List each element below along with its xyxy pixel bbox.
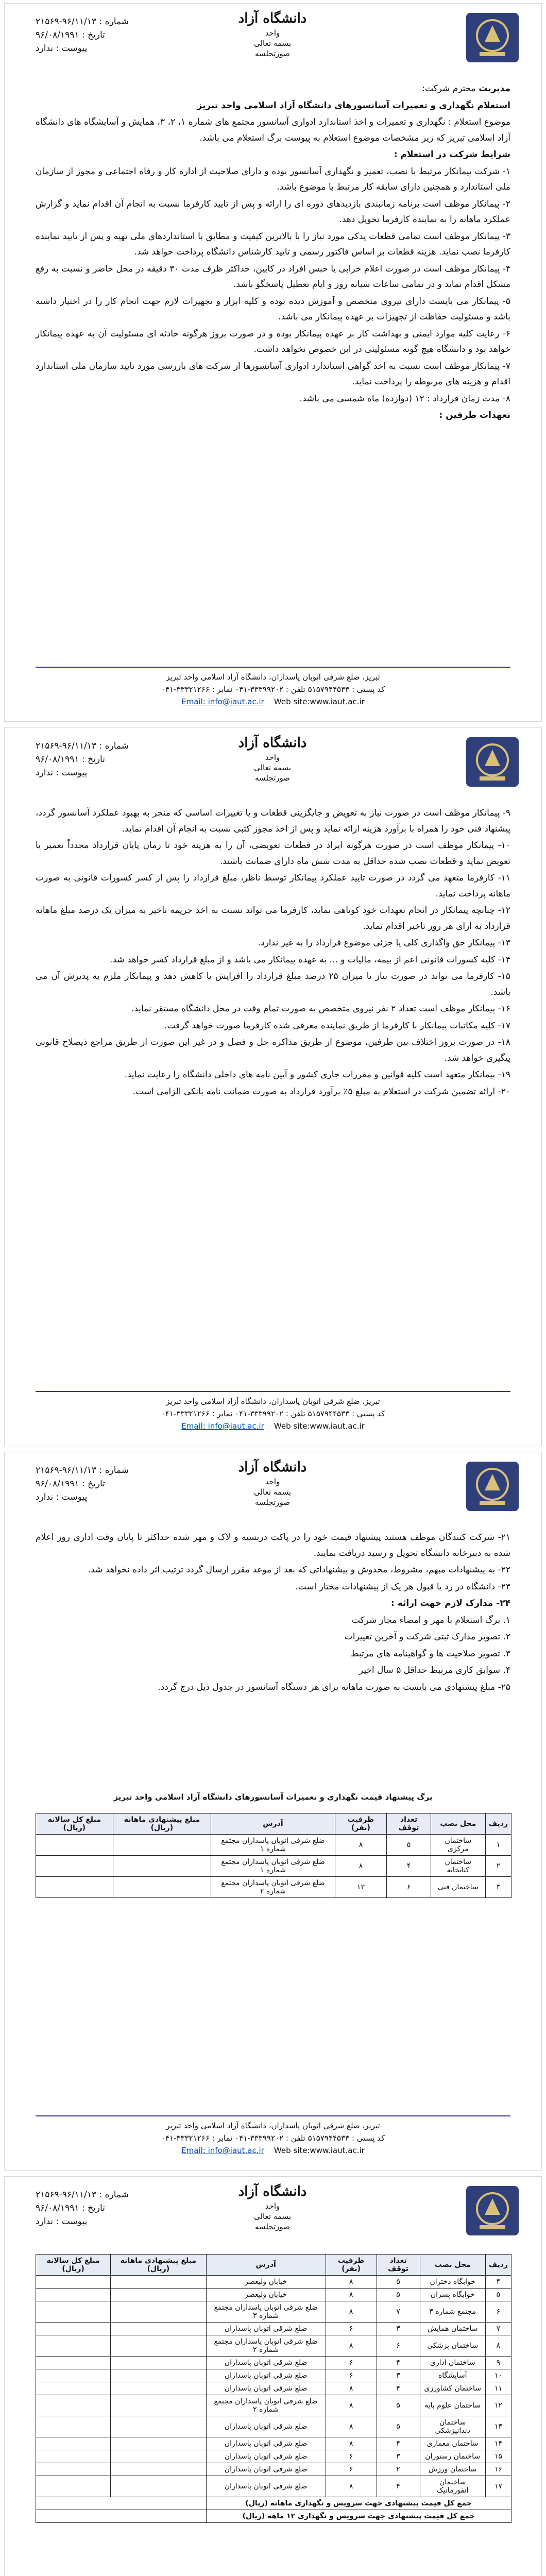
cell: [111, 2416, 206, 2437]
letter-body: [36, 81, 510, 425]
document-type: صورتجلسه: [255, 2222, 290, 2231]
letter-meta: شماره : ۹۶/۱۱/۱۳-۲۱۵۶۹ تاریخ : ۹۶/۰۸/۱۹۹۱ پیوست : ندارد: [36, 1465, 129, 1502]
cell: ضلع شرقی اتوبان پاسداران: [206, 2476, 326, 2497]
col-annual-price: مبلغ کل سالانه (ریال): [36, 2255, 111, 2276]
footer-contact: کد پستی : ۵۱۵۷۹۴۴۵۳۳ تلفن : ۳۳۳۹۹۲۰۲-۰۴۱ نمابر : ۳۳۳۲۱۲۶۶-۰۴۱: [161, 685, 385, 694]
cell: ۹: [485, 2357, 511, 2369]
cell: [111, 2476, 206, 2497]
cell: ضلع شرقی اتوبان پاسداران مجتمع شماره ۲: [211, 1877, 335, 1898]
cell: [36, 2357, 111, 2369]
letter-header: [5, 4, 541, 71]
cell: ۸: [326, 2437, 377, 2450]
letter-footer: [36, 2115, 510, 2157]
date-value: ۹۶/۰۸/۱۹۹۱: [36, 2203, 79, 2213]
footer-contact: کد پستی : ۵۱۵۷۹۴۴۵۳۳ تلفن : ۳۳۳۹۹۲۰۲-۰۴۱ نمابر : ۳۳۳۲۱۲۶۶-۰۴۱: [161, 1409, 385, 1418]
paragraph: ۳- پیمانکار موظف است تمامی قطعات یدکی مورد نیاز را با بالاترین کیفیت و مطابق با استانداردهای ملی تهیه و پس از تایید نماینده کارفرما نصب نماید. هزینه قطعات بر اساس فاکتور رسمی و تایید کارشناس دانشگاه پرداخت خواهد شد.: [36, 231, 510, 257]
letter-body: [36, 1530, 510, 1696]
cell: ۸: [326, 2395, 377, 2416]
cell: [111, 2437, 206, 2450]
cell: مجتمع شماره ۳: [420, 2301, 485, 2323]
cell: [111, 2463, 206, 2476]
university-name: دانشگاه آزاد: [238, 735, 307, 751]
letter-body: [36, 805, 510, 1100]
table-row: [36, 2323, 511, 2335]
university-name: دانشگاه آزاد: [238, 2184, 307, 2199]
unit-name: واحد: [265, 753, 280, 762]
footer-website[interactable]: Web site:www.iaut.ac.ir: [274, 697, 365, 706]
cell: خوابگاه پسران: [420, 2289, 485, 2301]
university-emblem-icon: [464, 11, 521, 64]
cell: ضلع شرقی اتوبان پاسداران: [206, 2382, 326, 2395]
footer-website[interactable]: Web site:www.iaut.ac.ir: [274, 2146, 365, 2155]
cell: [36, 2395, 111, 2416]
cell: ضلع شرقی اتوبان پاسداران: [206, 2323, 326, 2335]
cell: ۵: [377, 2289, 420, 2301]
sum-annual-value: [36, 2510, 207, 2523]
table-sum-row: [36, 2510, 511, 2523]
cell: ۸: [326, 2276, 377, 2289]
paragraph: ۱۵- کارفرما می تواند در صورت نیاز تا میزان ۲۵ درصد مبلغ قرارداد را افزایش یا کاهش دهد و پیمانکار ملزم به پذیرش آن می باشد.: [36, 971, 510, 997]
sum-annual-label: جمع کل قیمت پیشنهادی جهت سرویس و نگهداری ۱۲ ماهه (ریال): [206, 2510, 511, 2523]
cell: ۱۶: [485, 2463, 511, 2476]
list-item: ۴. سوابق کاری مرتبط حداقل ۵ سال اخیر: [359, 1665, 510, 1675]
cell: ضلع شرقی اتوبان پاسداران: [206, 2416, 326, 2437]
cell: ۸: [326, 2476, 377, 2497]
document-type: صورتجلسه: [255, 1498, 290, 1507]
list-item: ۱. برگ استعلام با مهر و امضاء مجاز شرکت: [351, 1615, 510, 1625]
cell: [111, 2382, 206, 2395]
cell: ۱۳: [335, 1877, 386, 1898]
cell: ۵: [377, 2416, 420, 2437]
date-value: ۹۶/۰۸/۱۹۹۱: [36, 30, 79, 40]
cell: ۵: [377, 2276, 420, 2289]
cell: ساختمان مرکزی: [431, 1835, 485, 1856]
cell: ضلع شرقی اتوبان پاسداران: [206, 2357, 326, 2369]
cell: [111, 2276, 206, 2289]
cell: [36, 2463, 111, 2476]
paragraph: ۴- پیمانکار موظف است در صورت اعلام خرابی یا حبس افراد در کابین، حداکثر ظرف مدت ۳۰ دقیقه در محل حاضر و نسبت به رفع مشکل اقدام نماید و در تمامی ساعات شبانه روز و ایام تعطیل پاسخگو باشد.: [36, 263, 510, 290]
university-emblem-icon: [464, 2184, 521, 2238]
cell: خوابگاه دختران: [420, 2276, 485, 2289]
letter-title: استعلام نگهداری و تعمیرات آسانسورهای دانشگاه آزاد اسلامی واحد تبریز: [197, 100, 510, 111]
cell: [111, 2301, 206, 2323]
cell: [113, 1856, 211, 1877]
paragraph: ۲۲- به پیشنهادات مبهم، مشروط، مخدوش و پیشنهاداتی که بعد از موعد مقرر ارسال گردد ترتیب اثر داده نخواهد شد.: [88, 1565, 510, 1575]
footer-divider: [36, 667, 510, 668]
cell: آسایشگاه: [420, 2369, 485, 2382]
letter-header: [5, 2177, 541, 2244]
university-name: دانشگاه آزاد: [238, 11, 307, 26]
date-value: ۹۶/۰۸/۱۹۹۱: [36, 754, 79, 765]
table-header-row: [36, 2255, 511, 2276]
letter-page-3: [4, 1452, 542, 2171]
footer-address: تبریز، ضلع شرقی اتوبان پاسداران، دانشگاه آزاد اسلامی واحد تبریز: [166, 672, 380, 682]
cell: ۴: [377, 2357, 420, 2369]
paragraph: ۱۳- پیمانکار حق واگذاری کلی یا جزئی موضوع قرارداد را به غیر ندارد.: [258, 938, 510, 948]
paragraph: ۱۴- کلیه کسورات قانونی اعم از بیمه، مالیات و ... به عهده پیمانکار می باشد و از مبلغ قرارداد کسر خواهد شد.: [109, 954, 510, 965]
attachment-label: پیوست: [61, 2216, 88, 2227]
list-item: ۳. تصویر صلاحیت ها و گواهینامه های مرتبط: [350, 1648, 510, 1659]
cell: ساختمان انفورماتیک: [420, 2476, 485, 2497]
date-value: ۹۶/۰۸/۱۹۹۱: [36, 1479, 79, 1489]
cell: ۷: [485, 2323, 511, 2335]
paragraph: ۹- پیمانکار موظف است در صورت نیاز به تعویض و جایگزینی قطعات و یا تغییرات اساسی که منجر به بهبود عملکرد آسانسور گردد، پیشنهاد فنی خود را همراه با برآورد هزینه ارائه نماید و پس از اخذ مجوز کتبی نسبت به انجام آن اقدام نماید.: [36, 808, 510, 834]
cell: [36, 1856, 113, 1877]
cell: ساختمان ورزش: [420, 2463, 485, 2476]
cell: ۶: [326, 2450, 377, 2463]
cell: ۸: [326, 2289, 377, 2301]
cell: ۳: [377, 2450, 420, 2463]
cell: ضلع شرقی اتوبان پاسداران مجتمع شماره ۱: [211, 1835, 335, 1856]
footer-email-link[interactable]: Email: info@iaut.ac.ir: [181, 2146, 264, 2155]
cell: [36, 1835, 113, 1856]
paragraph: ۱۸- در صورت بروز اختلاف بین طرفین، موضوع از طریق مذاکره حل و فصل و در غیر این صورت از طریق مراجع ذیصلاح قانونی پیگیری خواهد شد.: [36, 1037, 510, 1063]
attachment-value: ندارد: [36, 1492, 54, 1502]
section-heading: تعهدات طرفین :: [439, 410, 510, 420]
letter-meta: شماره : ۹۶/۱۱/۱۳-۲۱۵۶۹ تاریخ : ۹۶/۰۸/۱۹۹۱ پیوست : ندارد: [36, 741, 129, 778]
unit-name: واحد: [265, 2201, 280, 2211]
cell: [36, 2323, 111, 2335]
footer-email-link[interactable]: Email: info@iaut.ac.ir: [181, 697, 264, 706]
col-annual-price: مبلغ کل سالانه (ریال): [36, 1814, 113, 1835]
col-row: ردیف: [485, 2255, 511, 2276]
col-monthly-price: مبلغ پیشنهادی ماهانه (ریال): [111, 2255, 206, 2276]
table-row: [36, 2382, 511, 2395]
cell: ۴: [377, 2382, 420, 2395]
footer-divider: [36, 1391, 510, 1392]
number-label: شماره: [105, 741, 129, 751]
cell: ۸: [326, 2416, 377, 2437]
unit-name: واحد: [265, 1477, 280, 1486]
attachment-value: ندارد: [36, 2216, 54, 2227]
footer-divider: [36, 2115, 510, 2116]
cell: ضلع شرقی اتوبان پاسداران: [206, 2437, 326, 2450]
cell: ۴: [377, 2476, 420, 2497]
table-row: [36, 1856, 511, 1877]
honorific: محترم: [452, 83, 476, 94]
paragraph: ۸- مدت زمان قرارداد : ۱۲ (دوازده) ماه شمسی می باشد.: [299, 393, 510, 404]
number-label: شماره: [105, 16, 129, 27]
cell: ضلع شرقی اتوبان پاسداران مجتمع شماره ۲: [206, 2335, 326, 2357]
cell: [111, 2369, 206, 2382]
cell: [36, 2476, 111, 2497]
cell: [36, 2301, 111, 2323]
col-address: آدرس: [211, 1814, 335, 1835]
date-label: تاریخ: [88, 754, 105, 765]
cell: [36, 2437, 111, 2450]
paragraph: ۲۰- ارائه تضمین شرکت در استعلام به مبلغ ۵٪ برآورد قرارداد به صورت ضمانت نامه بانکی الزامی است.: [132, 1086, 510, 1097]
table-row: [36, 2395, 511, 2416]
cell: ۴: [377, 2437, 420, 2450]
paragraph: ۲۱- شرکت کنندگان موظف هستند پیشنهاد قیمت خود را در پاکت دربسته و لاک و مهر شده حداکثر تا پایان وقت اداری روز اعلام شده به دبیرخانه دانشگاه تحویل و رسید دریافت نمایند.: [36, 1532, 510, 1558]
cell: [36, 1877, 113, 1898]
table-row: [36, 2450, 511, 2463]
table-row: [36, 2335, 511, 2357]
paragraph: ۱۶- پیمانکار موظف است تعداد ۲ نفر نیروی متخصص به صورت تمام وقت در محل دانشگاه مستقر نماید.: [131, 1004, 510, 1014]
cell: ضلع شرقی اتوبان پاسداران: [206, 2450, 326, 2463]
paragraph: موضوع استعلام : نگهداری و تعمیرات و اخذ استاندارد ادواری آسانسور مجتمع های شماره ۱، ۲، ۳، همایش و آسایشگاه های دانشگاه آزاد اسلامی تبریز که زیر مشخصات موضوع استعلام به پیوست برگ استعلام می باشد.: [36, 117, 510, 143]
cell: [111, 2395, 206, 2416]
paragraph: ۱۹- پیمانکار متعهد است کلیه قوانین و مقررات جاری کشور و آیین نامه های داخلی دانشگاه را رعایت نماید.: [124, 1070, 510, 1080]
sum-monthly-label: جمع کل قیمت پیشنهادی جهت سرویس و نگهداری ماهانه (ریال): [206, 2497, 511, 2510]
cell: ۵: [485, 2289, 511, 2301]
letterhead-center: [195, 2184, 350, 2231]
letter-page-1: [4, 3, 542, 722]
cell: ساختمان فنی: [431, 1877, 485, 1898]
footer-contact: کد پستی : ۵۱۵۷۹۴۴۵۳۳ تلفن : ۳۳۳۹۹۲۰۲-۰۴۱ نمابر : ۳۳۳۲۱۲۶۶-۰۴۱: [161, 2133, 385, 2143]
paragraph: ۱۷- کلیه مکاتبات پیمانکار با کارفرما از طریق نماینده معرفی شده کارفرما صورت خواهد گرفت.: [164, 1020, 510, 1031]
paragraph: ۱۰- پیمانکار موظف است در صورت هرگونه ایراد در قطعات تعویضی، آن را به هزینه خود تا زمان پایان قرارداد مجدداً تعمیر یا تعویض نماید و قطعات نصب شده حداقل به مدت شش ماه دارای ضمانت باشند.: [36, 840, 510, 867]
cell: [36, 2276, 111, 2289]
cell: [36, 2335, 111, 2357]
cell: ۱۵: [485, 2450, 511, 2463]
bismillah-text: بسمه تعالی: [253, 763, 292, 772]
table-sum-row: [36, 2497, 511, 2510]
letter-meta: شماره : ۹۶/۱۱/۱۳-۲۱۵۶۹ تاریخ : ۹۶/۰۸/۱۹۹۱ پیوست : ندارد: [36, 2190, 129, 2227]
paragraph: ۶- رعایت کلیه موارد ایمنی و بهداشت کار بر عهده پیمانکار بوده و در صورت بروز هرگونه حادثه ای مسئولیت آن به عهده پیمانکار خواهد بود و دانشگاه هیچ گونه مسئولیتی در این خصوص نخواهد داشت.: [36, 328, 510, 354]
cell: ساختمان پزشکی: [420, 2335, 485, 2357]
table-row: [36, 1877, 511, 1898]
cell: ساختمان اداری: [420, 2357, 485, 2369]
table-row: [36, 2437, 511, 2450]
table-row: [36, 1835, 511, 1856]
cell: ۱۷: [485, 2476, 511, 2497]
document-type: صورتجلسه: [255, 49, 290, 58]
col-monthly-price: مبلغ پیشنهادی ماهانه (ریال): [113, 1814, 211, 1835]
cell: [36, 2369, 111, 2382]
cell: ۸: [485, 2335, 511, 2357]
sum-monthly-value: [36, 2497, 207, 2510]
date-label: تاریخ: [88, 1479, 105, 1489]
col-location: محل نصب: [431, 1814, 485, 1835]
price-table: [36, 1813, 511, 1898]
paragraph: ۷- پیمانکار موظف است نسبت به اخذ گواهی استاندارد ادواری آسانسورها از شرکت های بازرسی مورد تایید سازمان ملی استاندارد اقدام و هزینه های مربوطه را پرداخت نماید.: [36, 361, 510, 387]
cell: ۱۱: [485, 2382, 511, 2395]
cell: ضلع شرقی اتوبان پاسداران: [206, 2369, 326, 2382]
letterhead-center: [195, 735, 350, 783]
paragraph: ۱۱- کارفرما متعهد می گردد در صورت تایید عملکرد پیمانکار توسط ناظر، مبلغ قرارداد را پس از کسر کسورات قانونی به صورت ماهانه پرداخت نماید.: [36, 873, 510, 899]
cell: ۱: [485, 1835, 511, 1856]
date-label: تاریخ: [88, 30, 105, 40]
university-emblem-icon: [464, 1460, 521, 1513]
cell: [36, 2289, 111, 2301]
recipient-label: مدیریت: [479, 83, 510, 94]
cell: ۸: [335, 1835, 386, 1856]
number-value: ۹۶/۱۱/۱۳-۲۱۵۶۹: [36, 1465, 97, 1476]
list-item: ۲. تصویر مدارک ثبتی شرکت و آخرین تغییرات: [344, 1632, 510, 1642]
cell: [36, 2450, 111, 2463]
letter-footer: [36, 667, 510, 708]
cell: ۶: [326, 2323, 377, 2335]
col-capacity: ظرفیت (نفر): [335, 1814, 386, 1835]
footer-website[interactable]: Web site:www.iaut.ac.ir: [274, 1421, 365, 1431]
cell: [36, 2416, 111, 2437]
cell: ضلع شرقی اتوبان پاسداران: [206, 2463, 326, 2476]
cell: ۶: [326, 2463, 377, 2476]
bismillah-text: بسمه تعالی: [253, 1487, 292, 1497]
cell: خیابان ولیعصر: [206, 2289, 326, 2301]
footer-address: تبریز، ضلع شرقی اتوبان پاسداران، دانشگاه آزاد اسلامی واحد تبریز: [166, 2121, 380, 2130]
date-label: تاریخ: [88, 2203, 105, 2213]
section-heading: شرایط شرکت در استعلام :: [394, 149, 510, 160]
attachment-value: ندارد: [36, 768, 54, 778]
cell: [111, 2323, 206, 2335]
cell: [111, 2335, 206, 2357]
letterhead-center: [195, 11, 350, 58]
number-label: شماره: [105, 1465, 129, 1476]
table-row: [36, 2416, 511, 2437]
section-heading: ۲۴- مدارک لازم جهت ارائه :: [390, 1598, 510, 1608]
cell: ضلع شرقی اتوبان پاسداران مجتمع شماره ۳: [206, 2301, 326, 2323]
col-row: ردیف: [485, 1814, 511, 1835]
company-label: شرکت:: [422, 83, 450, 94]
cell: ۸: [326, 2335, 377, 2357]
number-label: شماره: [105, 2190, 129, 2200]
document-type: صورتجلسه: [255, 773, 290, 783]
cell: ۱۲: [485, 2395, 511, 2416]
cell: خیابان ولیعصر: [206, 2276, 326, 2289]
table-row: [36, 2357, 511, 2369]
cell: [113, 1835, 211, 1856]
cell: ۶: [326, 2357, 377, 2369]
price-table-continued: [36, 2254, 511, 2523]
cell: ساختمان همایش: [420, 2323, 485, 2335]
cell: ۶: [377, 2335, 420, 2357]
letter-header: [5, 1452, 541, 1519]
table-caption: برگ پیشنهاد قیمت نگهداری و تعمیرات آسانسورهای دانشگاه آزاد اسلامی واحد تبریز: [113, 1792, 433, 1802]
paragraph: ۵- پیمانکار می بایست دارای نیروی متخصص و آموزش دیده بوده و کلیه ابزار و تجهیزات لازم جهت انجام کار را در اختیار داشته باشد و مسئولیت حفاظت از تجهیزات بر عهده پیمانکار می باشد.: [36, 296, 510, 322]
cell: ۶: [485, 2301, 511, 2323]
letterhead-center: [195, 1460, 350, 1507]
paragraph: ۲۵- مبلغ پیشنهادی می بایست به صورت ماهانه برای هر دستگاه آسانسور در جدول ذیل درج گردد.: [158, 1682, 510, 1692]
paragraph: ۲۳- دانشگاه در رد یا قبول هر یک از پیشنهادات مختار است.: [295, 1581, 510, 1592]
attachment-label: پیوست: [61, 768, 88, 778]
cell: [111, 2357, 206, 2369]
cell: ساختمان کتابخانه: [431, 1856, 485, 1877]
cell: ۵: [387, 1835, 431, 1856]
cell: [111, 2289, 206, 2301]
table-header-row: [36, 1814, 511, 1835]
number-value: ۹۶/۱۱/۱۳-۲۱۵۶۹: [36, 741, 97, 751]
attachment-value: ندارد: [36, 43, 54, 54]
cell: ۱۰: [485, 2369, 511, 2382]
cell: [36, 2382, 111, 2395]
col-stops: تعداد توقف: [387, 1814, 431, 1835]
letter-header: [5, 728, 541, 795]
table-row: [36, 2276, 511, 2289]
university-name: دانشگاه آزاد: [238, 1460, 307, 1475]
table-row: [36, 2476, 511, 2497]
cell: ۲: [377, 2463, 420, 2476]
cell: ۸: [335, 1856, 386, 1877]
cell: ۳: [485, 1877, 511, 1898]
unit-name: واحد: [265, 28, 280, 38]
attachment-label: پیوست: [61, 43, 88, 54]
cell: ساختمان کشاورزی: [420, 2382, 485, 2395]
letter-footer: [36, 1391, 510, 1432]
cell: ۳: [377, 2369, 420, 2382]
col-stops: تعداد توقف: [377, 2255, 420, 2276]
bismillah-text: بسمه تعالی: [253, 39, 292, 48]
cell: ساختمان رستوران: [420, 2450, 485, 2463]
cell: ۶: [387, 1877, 431, 1898]
cell: ضلع شرقی اتوبان پاسداران مجتمع شماره ۲: [206, 2395, 326, 2416]
cell: [113, 1877, 211, 1898]
letter-page-4: [4, 2176, 542, 2576]
footer-email-link[interactable]: Email: info@iaut.ac.ir: [181, 1421, 264, 1431]
footer-address: تبریز، ضلع شرقی اتوبان پاسداران، دانشگاه آزاد اسلامی واحد تبریز: [166, 1397, 380, 1406]
table-row: [36, 2369, 511, 2382]
cell: ضلع شرقی اتوبان پاسداران مجتمع شماره ۱: [211, 1856, 335, 1877]
letter-meta: شماره : ۹۶/۱۱/۱۳-۲۱۵۶۹ تاریخ : ۹۶/۰۸/۱۹۹۱ پیوست : ندارد: [36, 16, 129, 54]
paragraph: ۱۲- چنانچه پیمانکار در انجام تعهدات خود کوتاهی نماید، کارفرما می تواند نسبت به اخذ جریمه تاخیر به میزان یک درصد مبلغ ماهانه قرارداد به ازای هر روز تاخیر اقدام نماید.: [36, 905, 510, 931]
cell: ۱۳: [485, 2416, 511, 2437]
cell: ۷: [377, 2301, 420, 2323]
cell: ۴: [387, 1856, 431, 1877]
number-value: ۹۶/۱۱/۱۳-۲۱۵۶۹: [36, 16, 97, 27]
col-address: آدرس: [206, 2255, 326, 2276]
table-row: [36, 2463, 511, 2476]
col-capacity: ظرفیت (نفر): [326, 2255, 377, 2276]
cell: ۶: [326, 2369, 377, 2382]
cell: ۴: [485, 2276, 511, 2289]
cell: ۵: [377, 2395, 420, 2416]
number-value: ۹۶/۱۱/۱۳-۲۱۵۶۹: [36, 2190, 97, 2200]
cell: ۳: [377, 2323, 420, 2335]
letter-page-2: [4, 727, 542, 1446]
cell: ۱۴: [485, 2437, 511, 2450]
cell: ۸: [326, 2382, 377, 2395]
cell: [111, 2450, 206, 2463]
paragraph: ۱- شرکت پیمانکار مرتبط با نصب، تعمیر و نگهداری آسانسور بوده و دارای صلاحیت از اداره کار و رفاه اجتماعی و مجوز از سازمان ملی استاندارد و همچنین دارای سابقه کار مرتبط با موضوع باشد.: [36, 166, 510, 192]
university-emblem-icon: [464, 735, 521, 789]
paragraph: ۲- پیمانکار موظف است برنامه زمانبندی بازدیدهای دوره ای را ارائه و پس از تایید کارفرما نسبت به انجام آن اقدام نماید و گزارش عملکرد ماهانه را به نماینده کارفرما تحویل دهد.: [36, 198, 510, 225]
cell: ساختمان علوم پایه: [420, 2395, 485, 2416]
cell: ۸: [326, 2301, 377, 2323]
cell: ساختمان دندانپزشکی: [420, 2416, 485, 2437]
cell: ساختمان معماری: [420, 2437, 485, 2450]
table-row: [36, 2289, 511, 2301]
cell: ۲: [485, 1856, 511, 1877]
attachment-label: پیوست: [61, 1492, 88, 1502]
bismillah-text: بسمه تعالی: [253, 2212, 292, 2221]
col-location: محل نصب: [420, 2255, 485, 2276]
table-row: [36, 2301, 511, 2323]
